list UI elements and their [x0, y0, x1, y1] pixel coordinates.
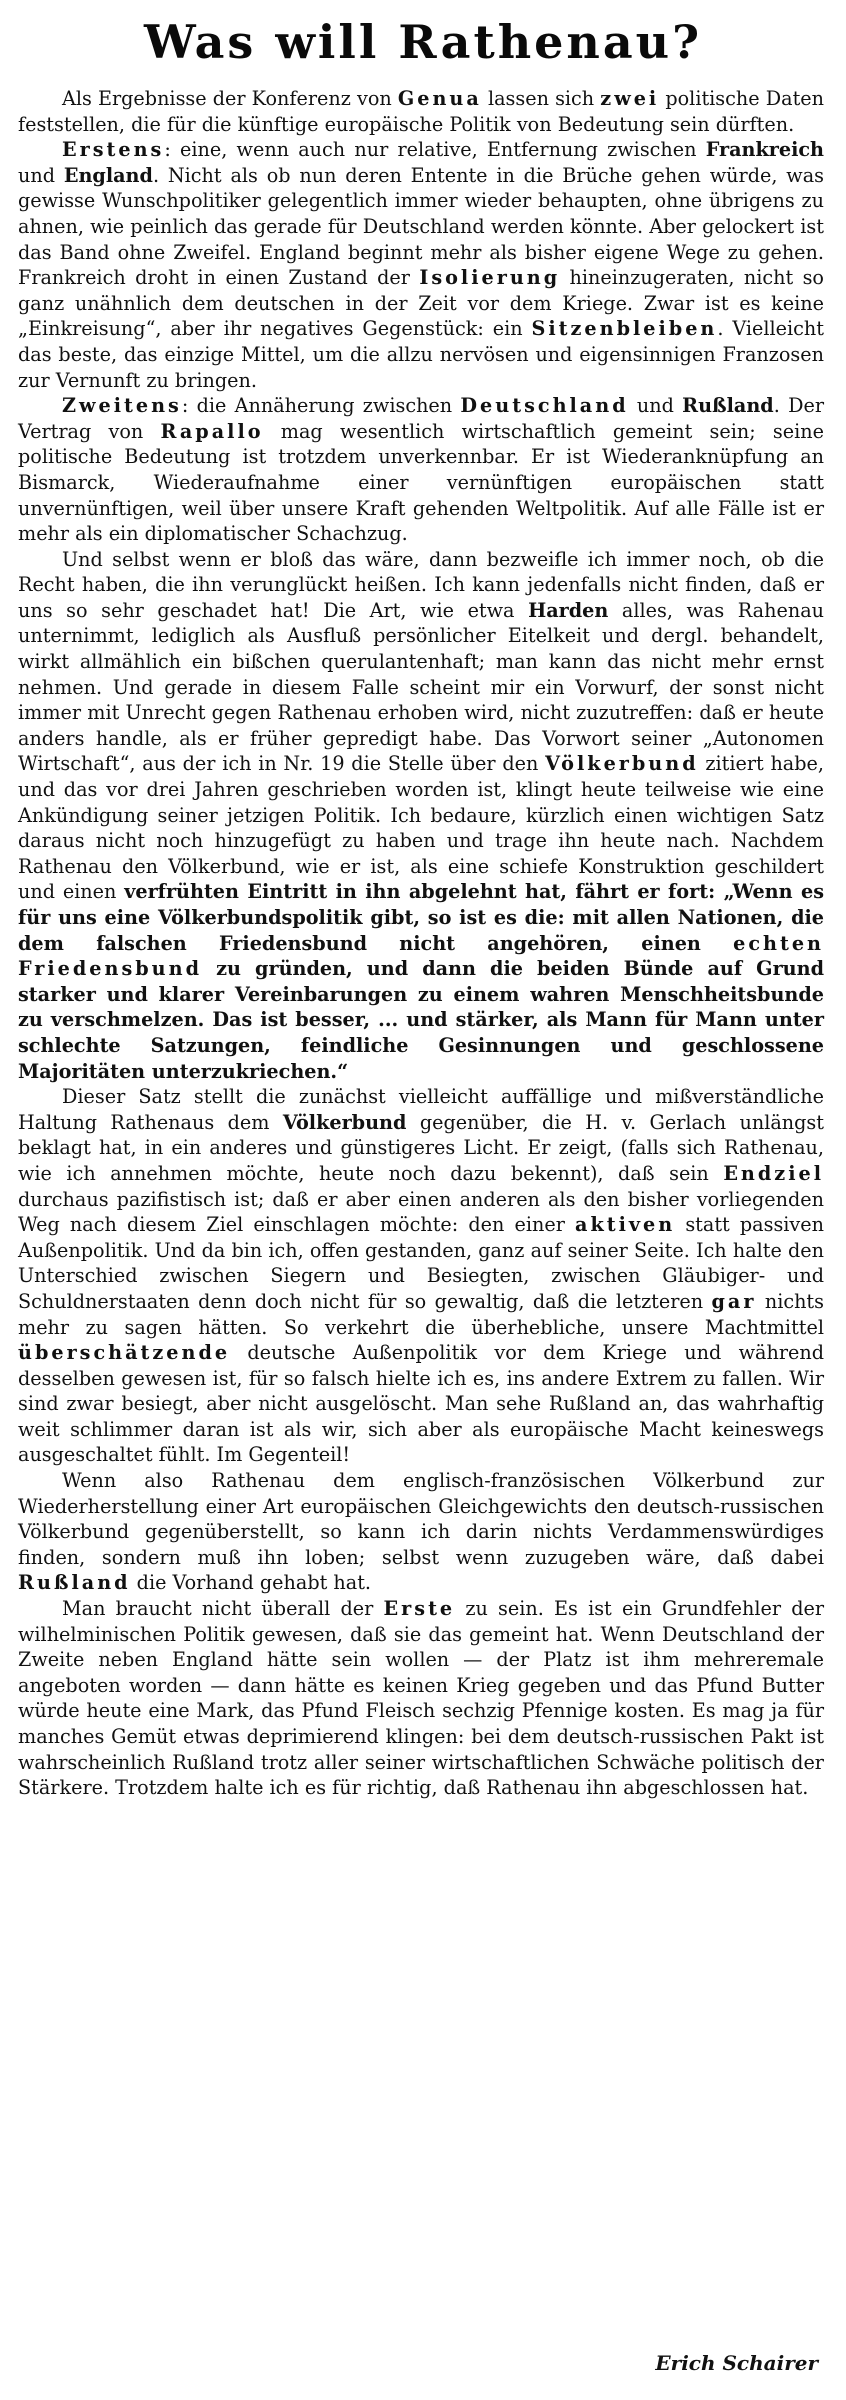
paragraph-5 [18, 1084, 824, 1468]
text-run: . Nicht als ob nun deren Entente in die Brüche gehen würde, was gewisse Wunschpolitiker gelegentlich immer wieder behaupten, ohne übrigens zu ahnen, wie peinlich das gerade für Deutschland werden könnte. Aber gelockert ist das Band ohne Zweifel. England beginnt mehr als bisher eigene Wege zu gehen. Frankreich droht in einen Zustand der [18, 163, 824, 290]
text-run-sperr: echten Friedensbund [18, 931, 824, 981]
text-run-sperr: Völkerbund [545, 752, 699, 776]
text-run: die Vorhand gehabt hat. [130, 1571, 372, 1595]
text-run: lassen sich [481, 87, 601, 110]
text-run-bold: Völkerbund [282, 1110, 407, 1134]
text-run: statt passiven Außenpolitik. Und da bin ich, offen gestanden, ganz auf seiner Seite. Ich halte den Unterschied zwischen Siegern und Besiegten, zwischen Gläubiger- und Schuldnerstaaten denn doch nicht für so gewaltig, daß die letzteren [18, 1213, 824, 1313]
text-run-sperr: Rußland [18, 1571, 131, 1595]
text-run: Als Ergebnisse der Konferenz von [62, 87, 398, 110]
text-run: hineinzugeraten, nicht so ganz unähnlich dem deutschen in der Zeit vor dem Kriege. Zwar ist es keine „Einkreisung“, aber ihr negatives Gegenstück: ein [18, 266, 824, 341]
text-run-sperr: überschätzende [18, 1341, 231, 1365]
headline: Was will Rathenau? [143, 15, 703, 69]
text-run: deutsche Außenpolitik vor dem Kriege und während desselben gewesen ist, für so falsch hielte ich es, ins andere Extrem zu fallen. Wir sind zwar besiegt, aber nicht ausgelöscht. Man sehe Rußland an, das wahrhaftig weit schlimmer daran ist als wir, sich aber als europäische Macht keineswegs ausgeschaltet fühlt. Im Gegenteil! [18, 1341, 824, 1467]
text-run: . Der Vertrag von [18, 394, 824, 443]
text-run: alles, was Rahenau unternimmt, lediglich als Ausfluß persönlicher Eitelkeit und dergl. behandelt, wirkt allmählich ein bißchen querulantenhaft; man kann das nicht mehr ernst nehmen. Und gerade in diesem Falle scheint mir ein Vorwurf, der sonst nicht immer mit Unrecht gegen Rathenau erhoben wird, nicht zuzutreffen: daß er heute anders handle, als er früher gepredigt habe. Das Vorwort seiner „Autonomen Wirtschaft“, aus der ich in Nr. 19 die Stelle über den [18, 598, 824, 776]
paragraph-1 [18, 86, 824, 137]
article-body [18, 86, 824, 1801]
text-run-sperr: Endziel [723, 1161, 824, 1185]
text-run: zitiert habe, und das vor drei Jahren geschrieben worden ist, klingt heute teilweise wie eine Ankündigung seiner jetzigen Politik. Ich bedaure, kürzlich einen wichtigen Satz daraus nicht noch hinzugefügt zu haben und trage ihn heute nach. Nachdem Rathenau den Völkerbund, wie er ist, als eine schiefe Konstruktion geschildert und einen [18, 752, 824, 904]
paragraph-4 [18, 547, 824, 1084]
paragraph-2 [18, 137, 824, 393]
text-run: Man braucht nicht überall der [62, 1597, 384, 1621]
text-run: durchaus pazifistisch ist; daß er aber einen anderen als den bisher vorliegenden Weg nach diesem Ziel einschlagen möchte: den einer [18, 1187, 824, 1237]
text-run-bold: England [63, 163, 153, 187]
text-run-sperr: Zweitens [62, 394, 182, 418]
text-run: und [628, 394, 683, 418]
text-run: : eine, wenn auch nur relative, Entfernung zwischen [164, 138, 706, 162]
text-run-bold: Harden [528, 598, 609, 622]
text-run-sperr: Rapallo [160, 419, 264, 443]
text-run: Dieser Satz stellt die zunächst vielleicht auffällige und mißverständliche Haltung Rathenaus dem [18, 1085, 824, 1134]
text-run-sperr: Erste [383, 1597, 456, 1621]
text-run-bold: zu gründen, und dann die beiden Bünde auf Grund starker und klarer Vereinbarungen zu einem wahren Menschheitsbunde zu verschmelzen. Das ist besser, ... und stärker, als Mann für Mann unter schlechte Satzungen, feindliche Gesinnungen und geschlossene Majoritäten unterzukriechen.“ [18, 957, 824, 1083]
paragraph-3 [18, 393, 824, 547]
text-run-bold: Frankreich [705, 138, 824, 162]
text-run-sperr: zwei [600, 87, 660, 110]
text-run: mag wesentlich wirtschaftlich gemeint sein; seine politische Bedeutung ist trotzdem unverkennbar. Er ist Wiederanknüpfung an Bismarck, Wiederaufnahme einer vernünftigen europäischen statt unvernünftigen, weil über unsere Kraft gehenden Weltpolitik. Auf alle Fälle ist er mehr als ein diplomatischer Schachzug. [18, 419, 824, 546]
paragraph-7 [18, 1596, 824, 1801]
author-signature: Erich Schairer [655, 2351, 818, 2375]
text-run-sperr: Erstens [62, 138, 165, 162]
text-run: politische Daten feststellen, die für die künftige europäische Politik von Bedeutung sein dürften. [18, 87, 824, 136]
text-run: nichts mehr zu sagen hätten. So verkehrt die überhebliche, unsere Machtmittel [18, 1289, 824, 1339]
text-run: zu sein. Es ist ein Grundfehler der wilhelminischen Politik gewesen, daß sie das gemeint hat. Wenn Deutschland der Zweite neben England hätte sein wollen — der Platz ist ihm mehreremale angeboten worden — dann hätte es keinen Krieg gegeben und das Pfund Butter würde heute eine Mark, das Pfund Fleisch sechzig Pfennige kosten. Es mag ja für manches Gemüt etwas deprimierend klingen: bei dem deutsch-russischen Pakt ist wahrscheinlich Rußland trotz aller seiner wirtschaftlichen Schwäche politisch der Stärkere. Trotzdem halte ich es für richtig, daß Rathenau ihn abgeschlossen hat. [18, 1597, 824, 1800]
text-run: : die Annäherung zwischen [181, 394, 461, 418]
text-run: Und selbst wenn er bloß das wäre, dann bezweifle ich immer noch, ob die Recht haben, die ihn verunglückt heißen. Ich kann jedenfalls nicht finden, daß er uns so sehr geschadet hat! Die Art, wie etwa [18, 547, 824, 622]
text-run: . Vielleicht das beste, das einzige Mittel, um die allzu nervösen und eigensinnigen Franzosen zur Vernunft zu bringen. [18, 317, 824, 392]
text-run: und [18, 163, 64, 187]
text-run-sperr: Deutschland [460, 394, 629, 418]
paragraph-6 [18, 1468, 824, 1596]
text-run-sperr: gar [711, 1289, 757, 1313]
text-run-sperr: Isolierung [419, 266, 561, 290]
text-run-sperr: Sitzenbleiben [531, 317, 718, 341]
text-run-bold: Rußland [682, 394, 774, 418]
text-run-bold: verfrühten Eintritt in ihn abgelehnt hat, fährt er fort: „Wenn es für uns eine Völkerbundspolitik gibt, so ist es die: mit allen Nationen, die dem falschen Friedensbund nicht angehören, einen [18, 880, 824, 955]
text-run-sperr: aktiven [575, 1213, 676, 1237]
text-run: gegenüber, die H. v. Gerlach unlängst beklagt hat, in ein anderes und günstigeres Licht. Er zeigt, (falls sich Rathenau, wie ich annehmen möchte, heute noch dazu bekennt), daß sein [18, 1110, 824, 1185]
text-run-sperr: Genua [397, 87, 482, 110]
text-run: Wenn also Rathenau dem englisch-französischen Völkerbund zur Wiederherstellung einer Art europäischen Gleichgewichts den deutsch-russischen Völkerbund gegenüberstellt, so kann ich darin nichts Verdammenswürdiges finden, sondern muß ihn loben; selbst wenn zuzugeben wäre, daß dabei [18, 1469, 824, 1569]
